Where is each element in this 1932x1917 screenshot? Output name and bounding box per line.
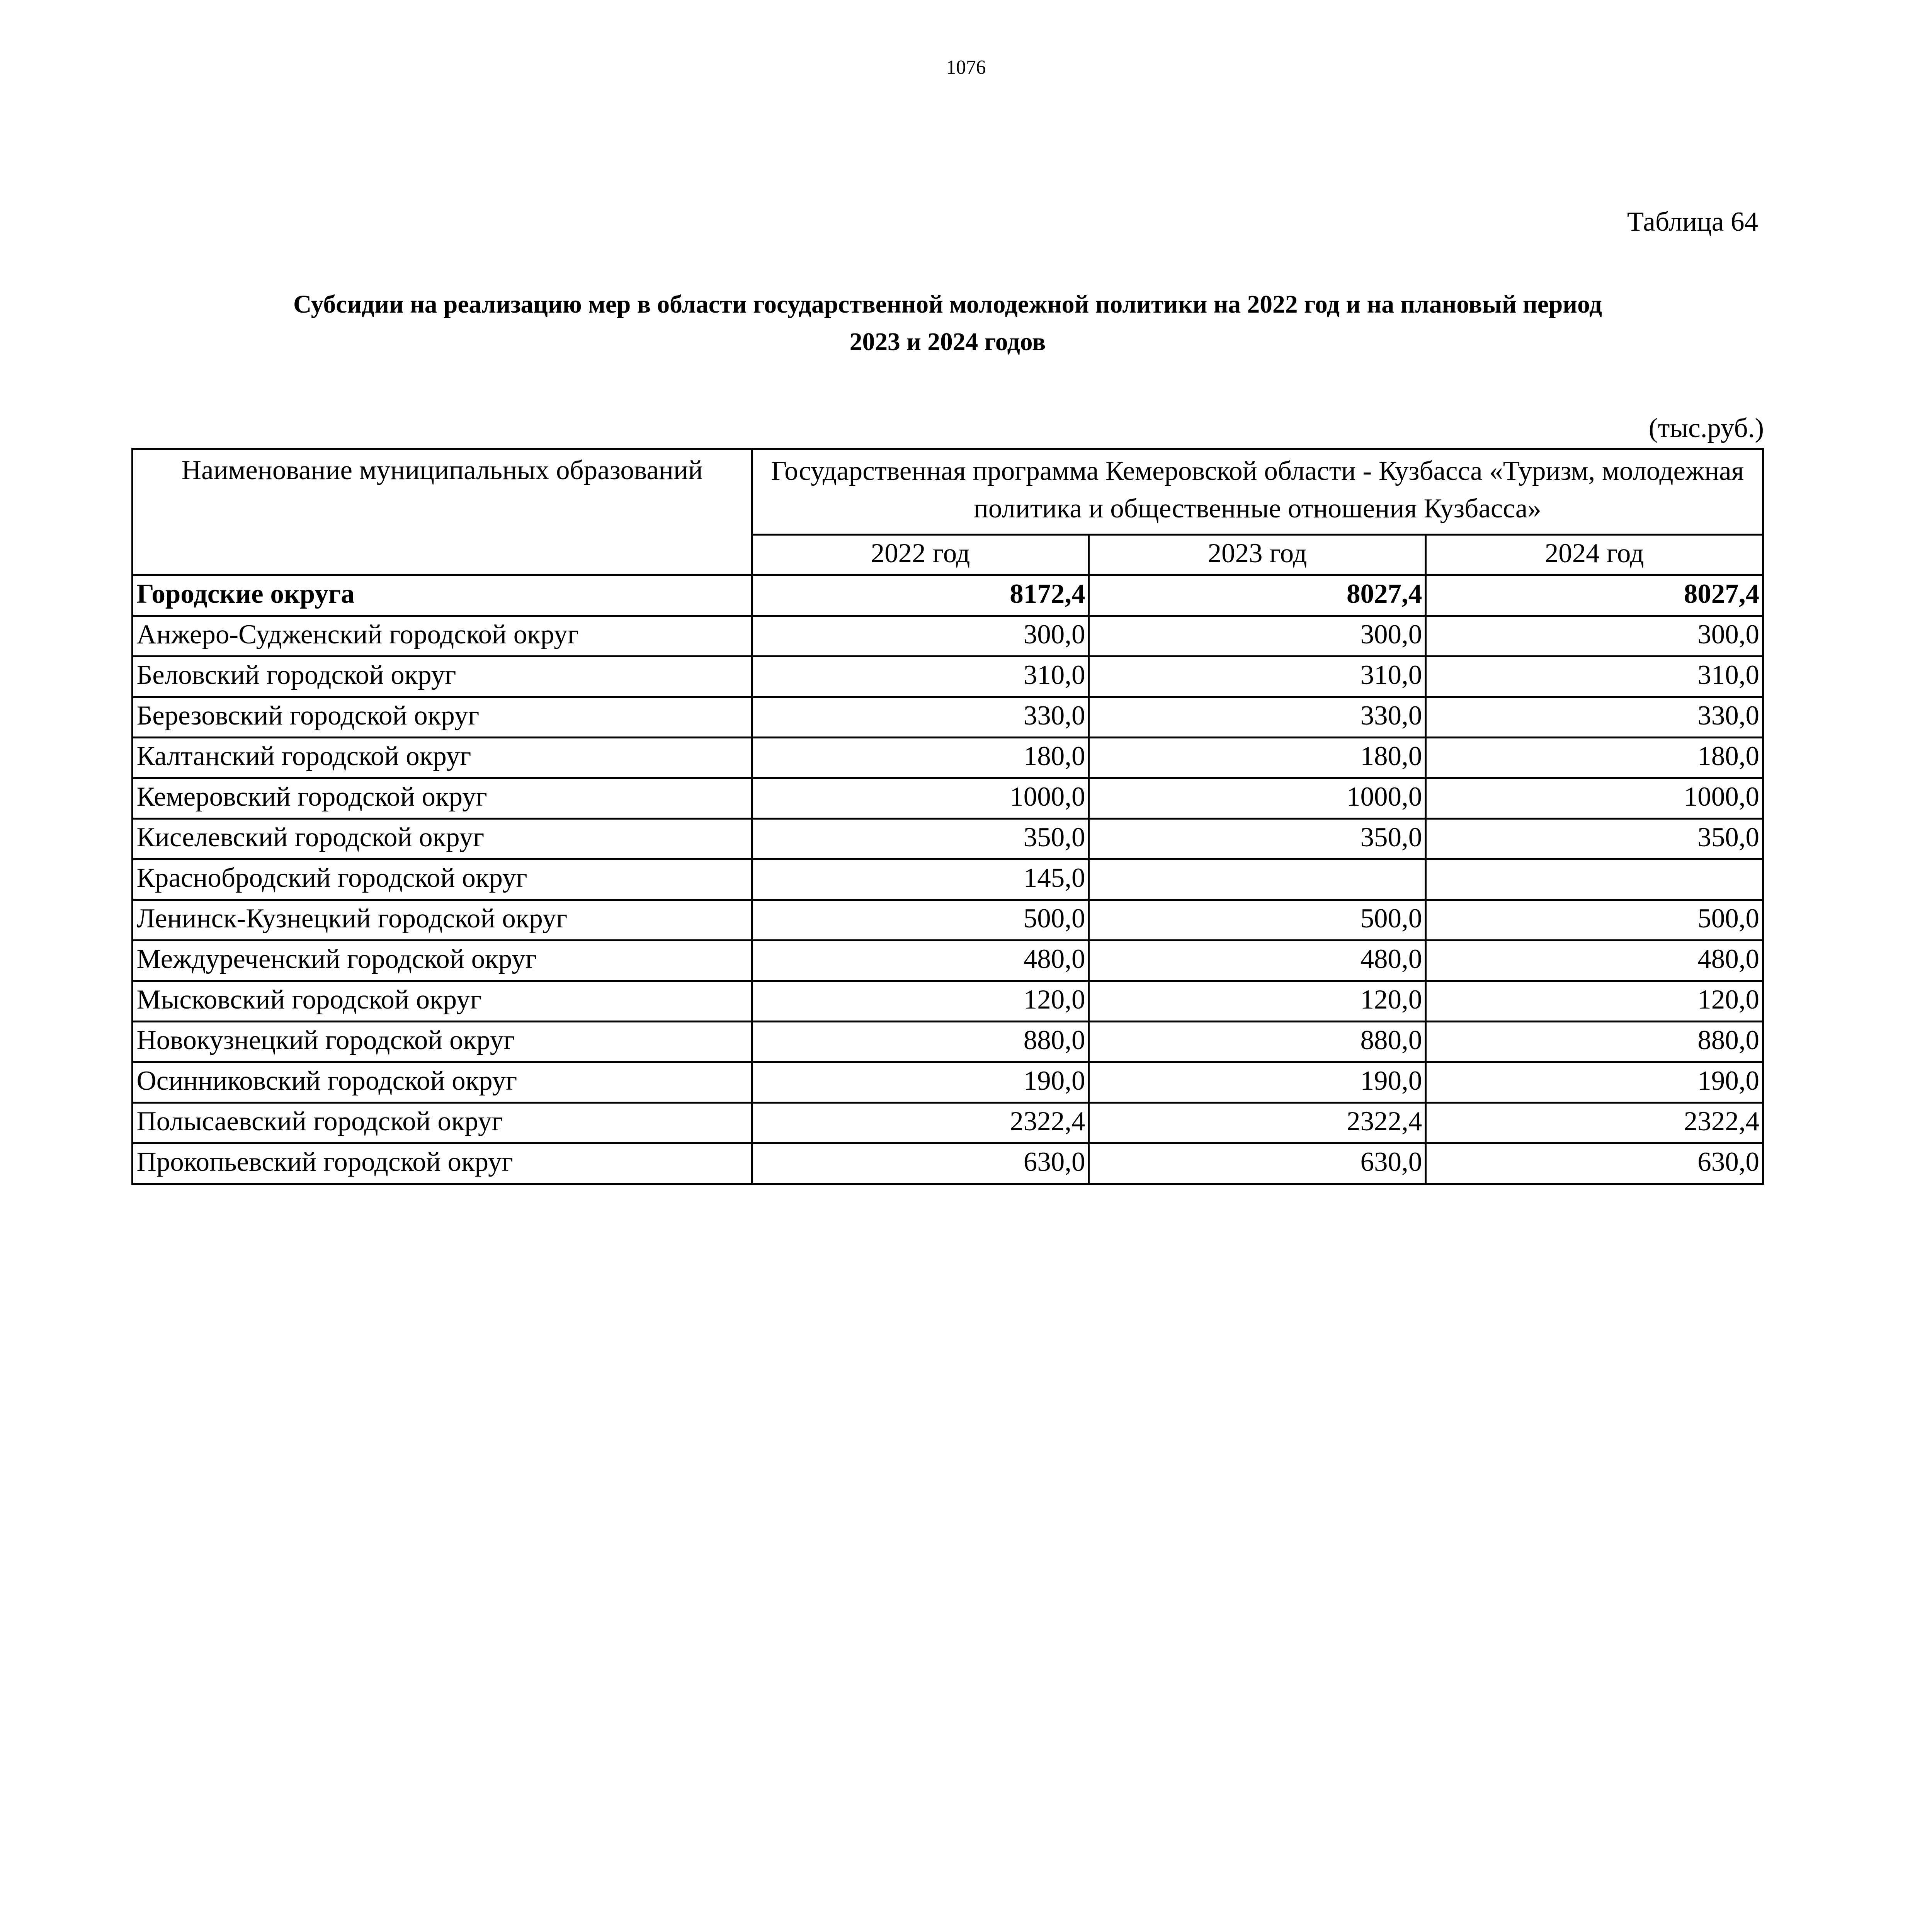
municipality-name: Новокузнецкий городской округ	[133, 1022, 752, 1062]
municipality-name: Анжеро-Судженский городской округ	[133, 616, 752, 657]
table-row	[133, 1103, 1763, 1143]
value-2023: 180,0	[1089, 738, 1426, 778]
table-row	[133, 859, 1763, 900]
header-year-2022: 2022 год	[752, 535, 1089, 575]
table-label: Таблица 64	[1627, 207, 1758, 237]
value-2024: 300,0	[1426, 616, 1763, 657]
value-2022: 630,0	[752, 1143, 1089, 1184]
units-label: (тыс.руб.)	[1648, 413, 1764, 443]
table-row	[133, 1022, 1763, 1062]
header-year-2023: 2023 год	[1089, 535, 1426, 575]
value-2023: 8027,4	[1089, 575, 1426, 616]
table-total-row	[133, 575, 1763, 616]
subsidies-table	[131, 448, 1764, 1185]
value-2022: 500,0	[752, 900, 1089, 941]
value-2022: 2322,4	[752, 1103, 1089, 1143]
table-row	[133, 981, 1763, 1022]
value-2022: 350,0	[752, 819, 1089, 859]
header-municipality: Наименование муниципальных образований	[133, 449, 752, 575]
title-line-1: Субсидии на реализацию мер в области государственной молодежной политики на 2022 год и на плановый период	[293, 291, 1602, 318]
value-2023: 310,0	[1089, 657, 1426, 697]
value-2023	[1089, 859, 1426, 900]
value-2023: 2322,4	[1089, 1103, 1426, 1143]
value-2022: 145,0	[752, 859, 1089, 900]
municipality-name: Городские округа	[133, 575, 752, 616]
municipality-name: Осинниковский городской округ	[133, 1062, 752, 1103]
table-row	[133, 1143, 1763, 1184]
value-2022: 300,0	[752, 616, 1089, 657]
value-2024: 2322,4	[1426, 1103, 1763, 1143]
value-2022: 310,0	[752, 657, 1089, 697]
table-row	[133, 1062, 1763, 1103]
value-2023: 330,0	[1089, 697, 1426, 738]
value-2023: 350,0	[1089, 819, 1426, 859]
table-row	[133, 616, 1763, 657]
municipality-name: Прокопьевский городской округ	[133, 1143, 752, 1184]
municipality-name: Мысковский городской округ	[133, 981, 752, 1022]
value-2022: 190,0	[752, 1062, 1089, 1103]
value-2022: 330,0	[752, 697, 1089, 738]
title-line-2: 2023 и 2024 годов	[849, 328, 1046, 356]
value-2024: 630,0	[1426, 1143, 1763, 1184]
municipality-name: Калтанский городской округ	[133, 738, 752, 778]
municipality-name: Полысаевский городской округ	[133, 1103, 752, 1143]
value-2023: 480,0	[1089, 941, 1426, 981]
value-2022: 1000,0	[752, 778, 1089, 819]
municipality-name: Ленинск-Кузнецкий городской округ	[133, 900, 752, 941]
value-2023: 190,0	[1089, 1062, 1426, 1103]
value-2022: 8172,4	[752, 575, 1089, 616]
table-row	[133, 900, 1763, 941]
table-body	[133, 575, 1763, 1184]
table-row	[133, 778, 1763, 819]
value-2024	[1426, 859, 1763, 900]
municipality-name: Междуреченский городской округ	[133, 941, 752, 981]
value-2024: 310,0	[1426, 657, 1763, 697]
value-2022: 480,0	[752, 941, 1089, 981]
municipality-name: Кемеровский городской округ	[133, 778, 752, 819]
municipality-name: Березовский городской округ	[133, 697, 752, 738]
value-2023: 120,0	[1089, 981, 1426, 1022]
value-2023: 630,0	[1089, 1143, 1426, 1184]
value-2024: 120,0	[1426, 981, 1763, 1022]
table-row	[133, 657, 1763, 697]
document-title	[131, 286, 1764, 361]
value-2024: 190,0	[1426, 1062, 1763, 1103]
value-2024: 480,0	[1426, 941, 1763, 981]
value-2022: 120,0	[752, 981, 1089, 1022]
municipality-name: Киселевский городской округ	[133, 819, 752, 859]
value-2024: 180,0	[1426, 738, 1763, 778]
table-row	[133, 697, 1763, 738]
header-program: Государственная программа Кемеровской области - Кузбасса «Туризм, молодежная политика и общественные отношения Кузбасса»	[752, 449, 1763, 535]
table-row	[133, 738, 1763, 778]
municipality-name: Беловский городской округ	[133, 657, 752, 697]
value-2024: 8027,4	[1426, 575, 1763, 616]
municipality-name: Краснобродский городской округ	[133, 859, 752, 900]
value-2024: 350,0	[1426, 819, 1763, 859]
table-row	[133, 819, 1763, 859]
value-2024: 330,0	[1426, 697, 1763, 738]
value-2023: 880,0	[1089, 1022, 1426, 1062]
value-2022: 180,0	[752, 738, 1089, 778]
page-number: 1076	[946, 56, 986, 78]
value-2022: 880,0	[752, 1022, 1089, 1062]
value-2023: 500,0	[1089, 900, 1426, 941]
value-2023: 300,0	[1089, 616, 1426, 657]
value-2024: 1000,0	[1426, 778, 1763, 819]
value-2024: 880,0	[1426, 1022, 1763, 1062]
table-row	[133, 941, 1763, 981]
value-2023: 1000,0	[1089, 778, 1426, 819]
value-2024: 500,0	[1426, 900, 1763, 941]
header-year-2024: 2024 год	[1426, 535, 1763, 575]
